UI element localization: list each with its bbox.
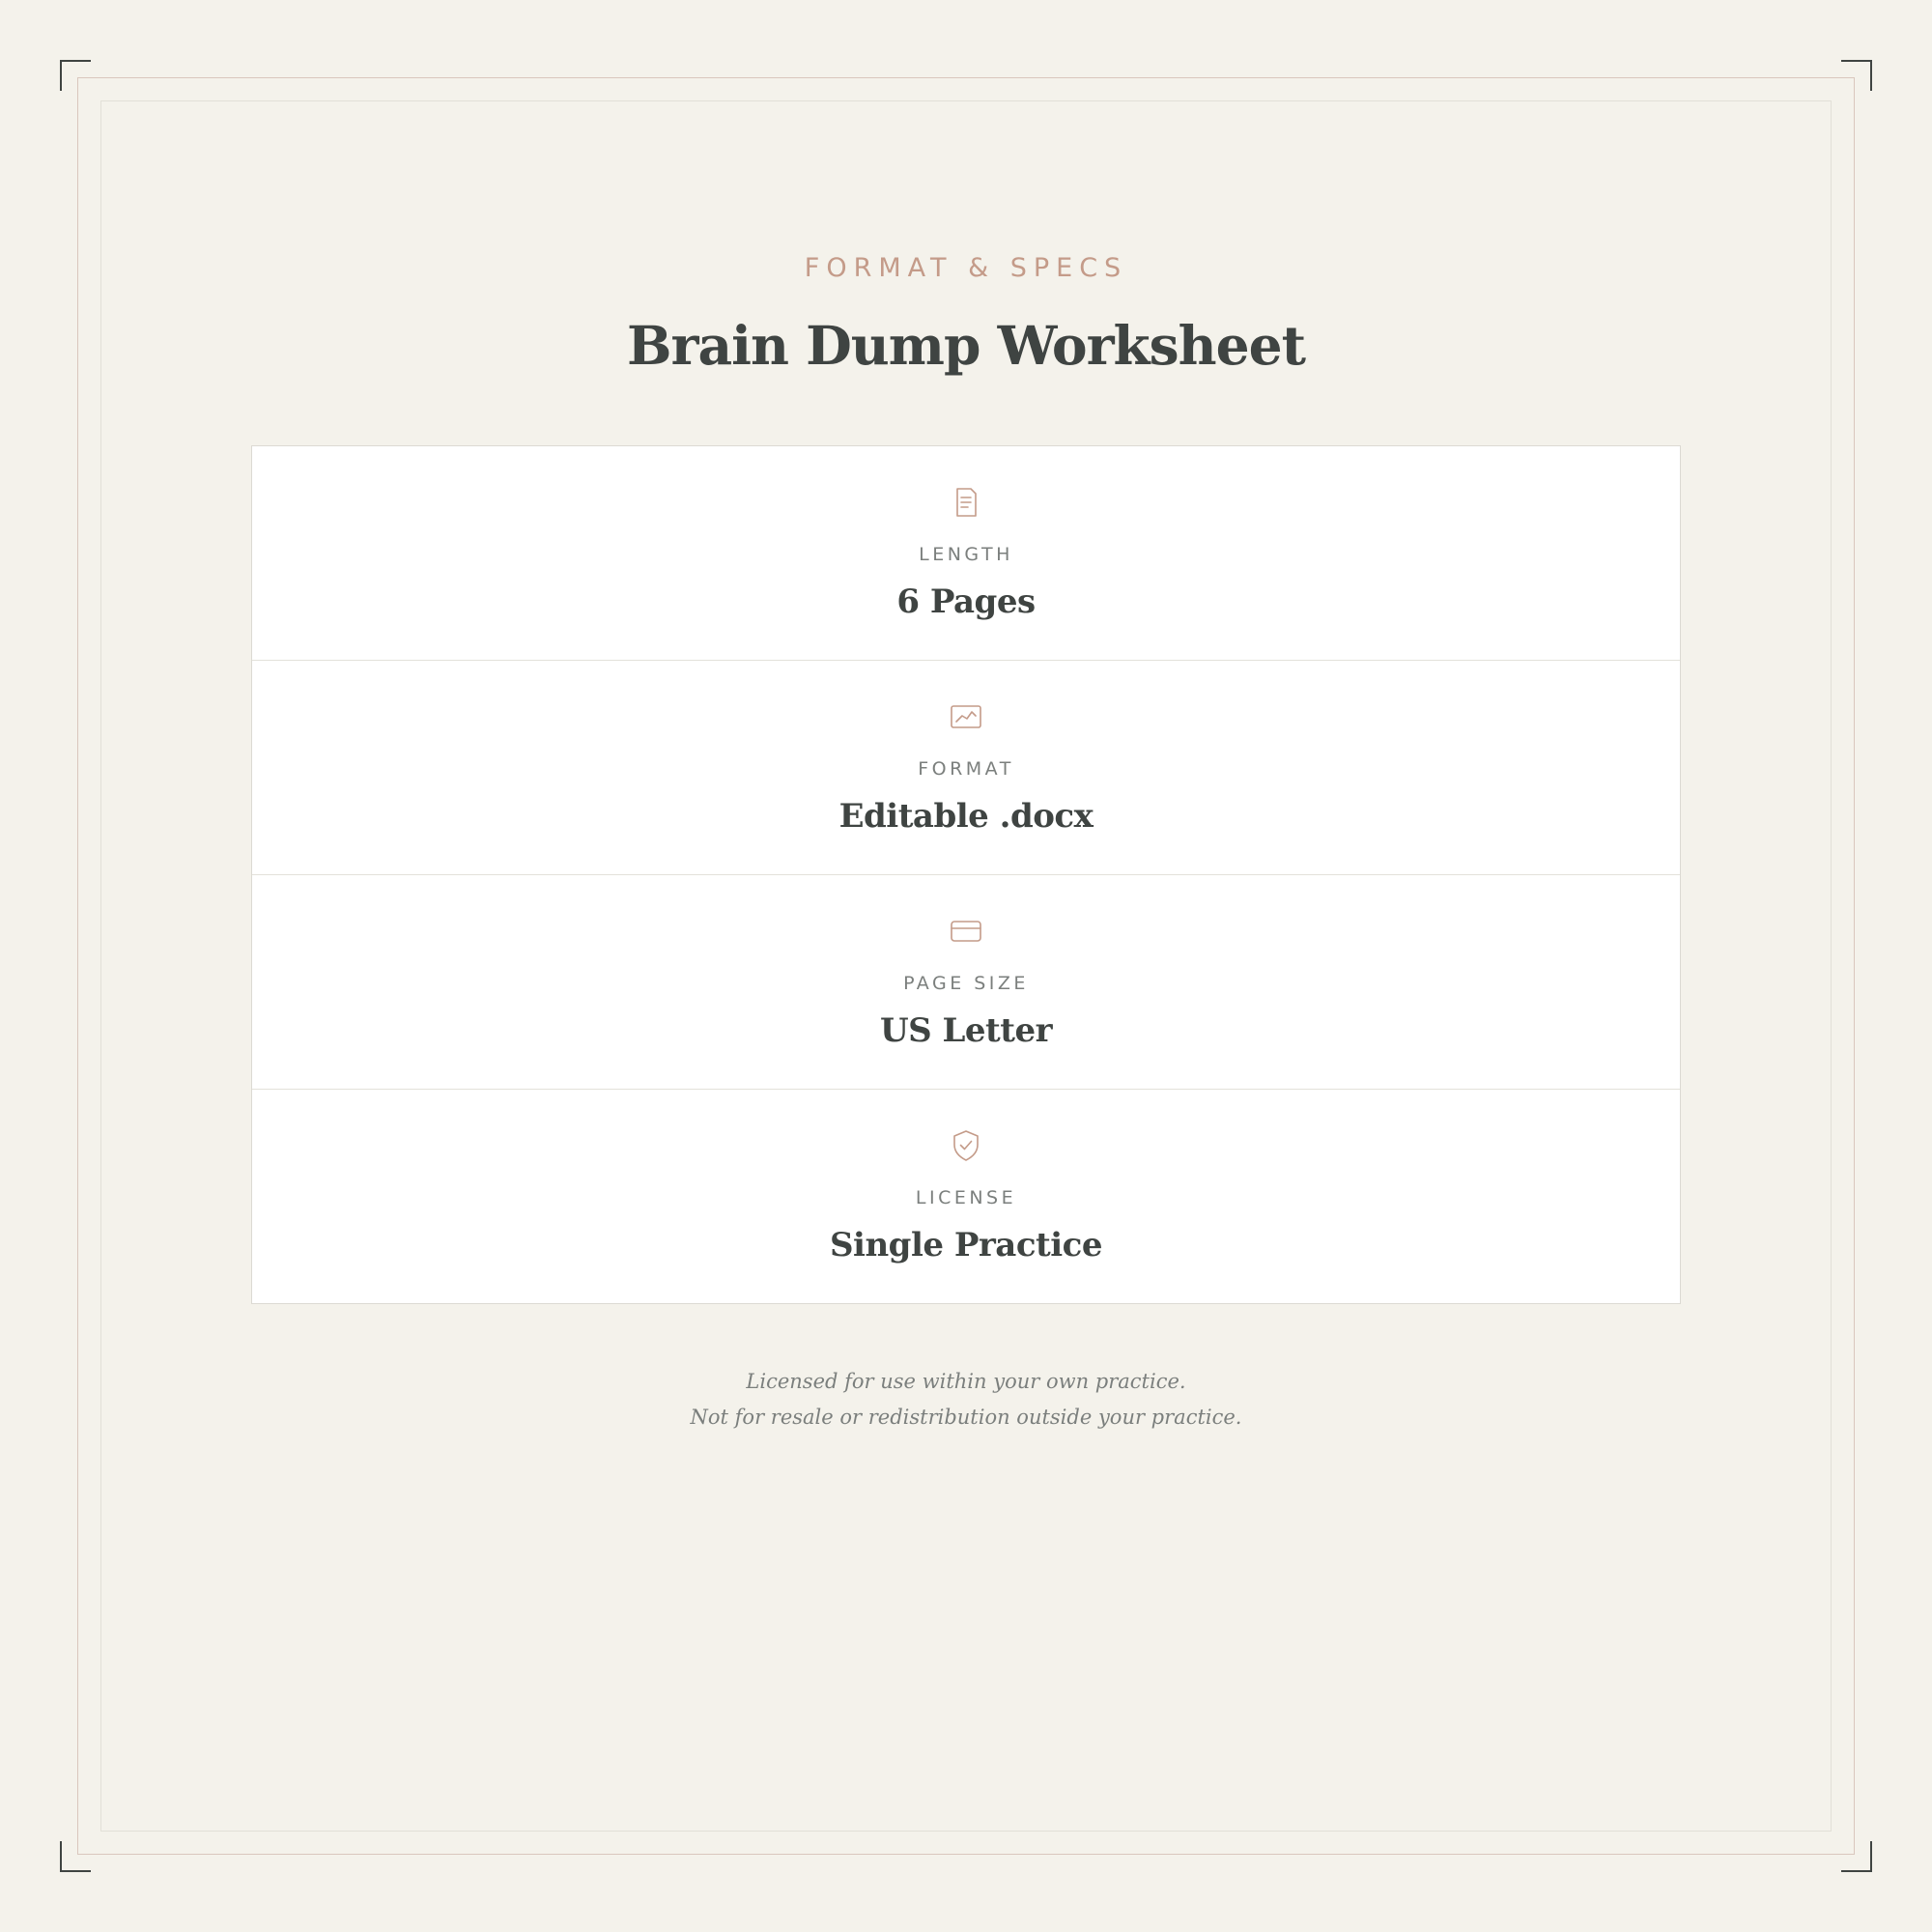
spec-label: PAGE SIZE [903, 973, 1029, 994]
spec-label: FORMAT [918, 758, 1014, 780]
spec-label: LICENSE [915, 1187, 1017, 1208]
spec-value: Editable .docx [838, 797, 1094, 836]
spec-row-page-size [252, 875, 1680, 1090]
card-icon [949, 914, 983, 949]
spec-row-format [252, 661, 1680, 875]
license-note-line-1: Licensed for use within your own practice. [746, 1370, 1186, 1393]
spec-value: US Letter [879, 1011, 1053, 1050]
specs-table [251, 445, 1681, 1304]
page-title: Brain Dump Worksheet [626, 314, 1305, 377]
license-note-line-2: Not for resale or redistribution outside your practice. [690, 1406, 1242, 1429]
corner-mark-top-left [60, 60, 91, 91]
spec-row-length [252, 446, 1680, 661]
image-chart-icon [949, 699, 983, 734]
spec-value: 6 Pages [896, 582, 1036, 621]
spec-row-license [252, 1090, 1680, 1304]
corner-mark-bottom-left [60, 1841, 91, 1872]
section-eyebrow: FORMAT & SPECS [804, 253, 1128, 283]
corner-mark-bottom-right [1841, 1841, 1872, 1872]
spec-value: Single Practice [829, 1226, 1102, 1264]
spec-label: LENGTH [919, 544, 1013, 565]
corner-mark-top-right [1841, 60, 1872, 91]
document-icon [949, 485, 983, 520]
shield-check-icon [949, 1128, 983, 1163]
